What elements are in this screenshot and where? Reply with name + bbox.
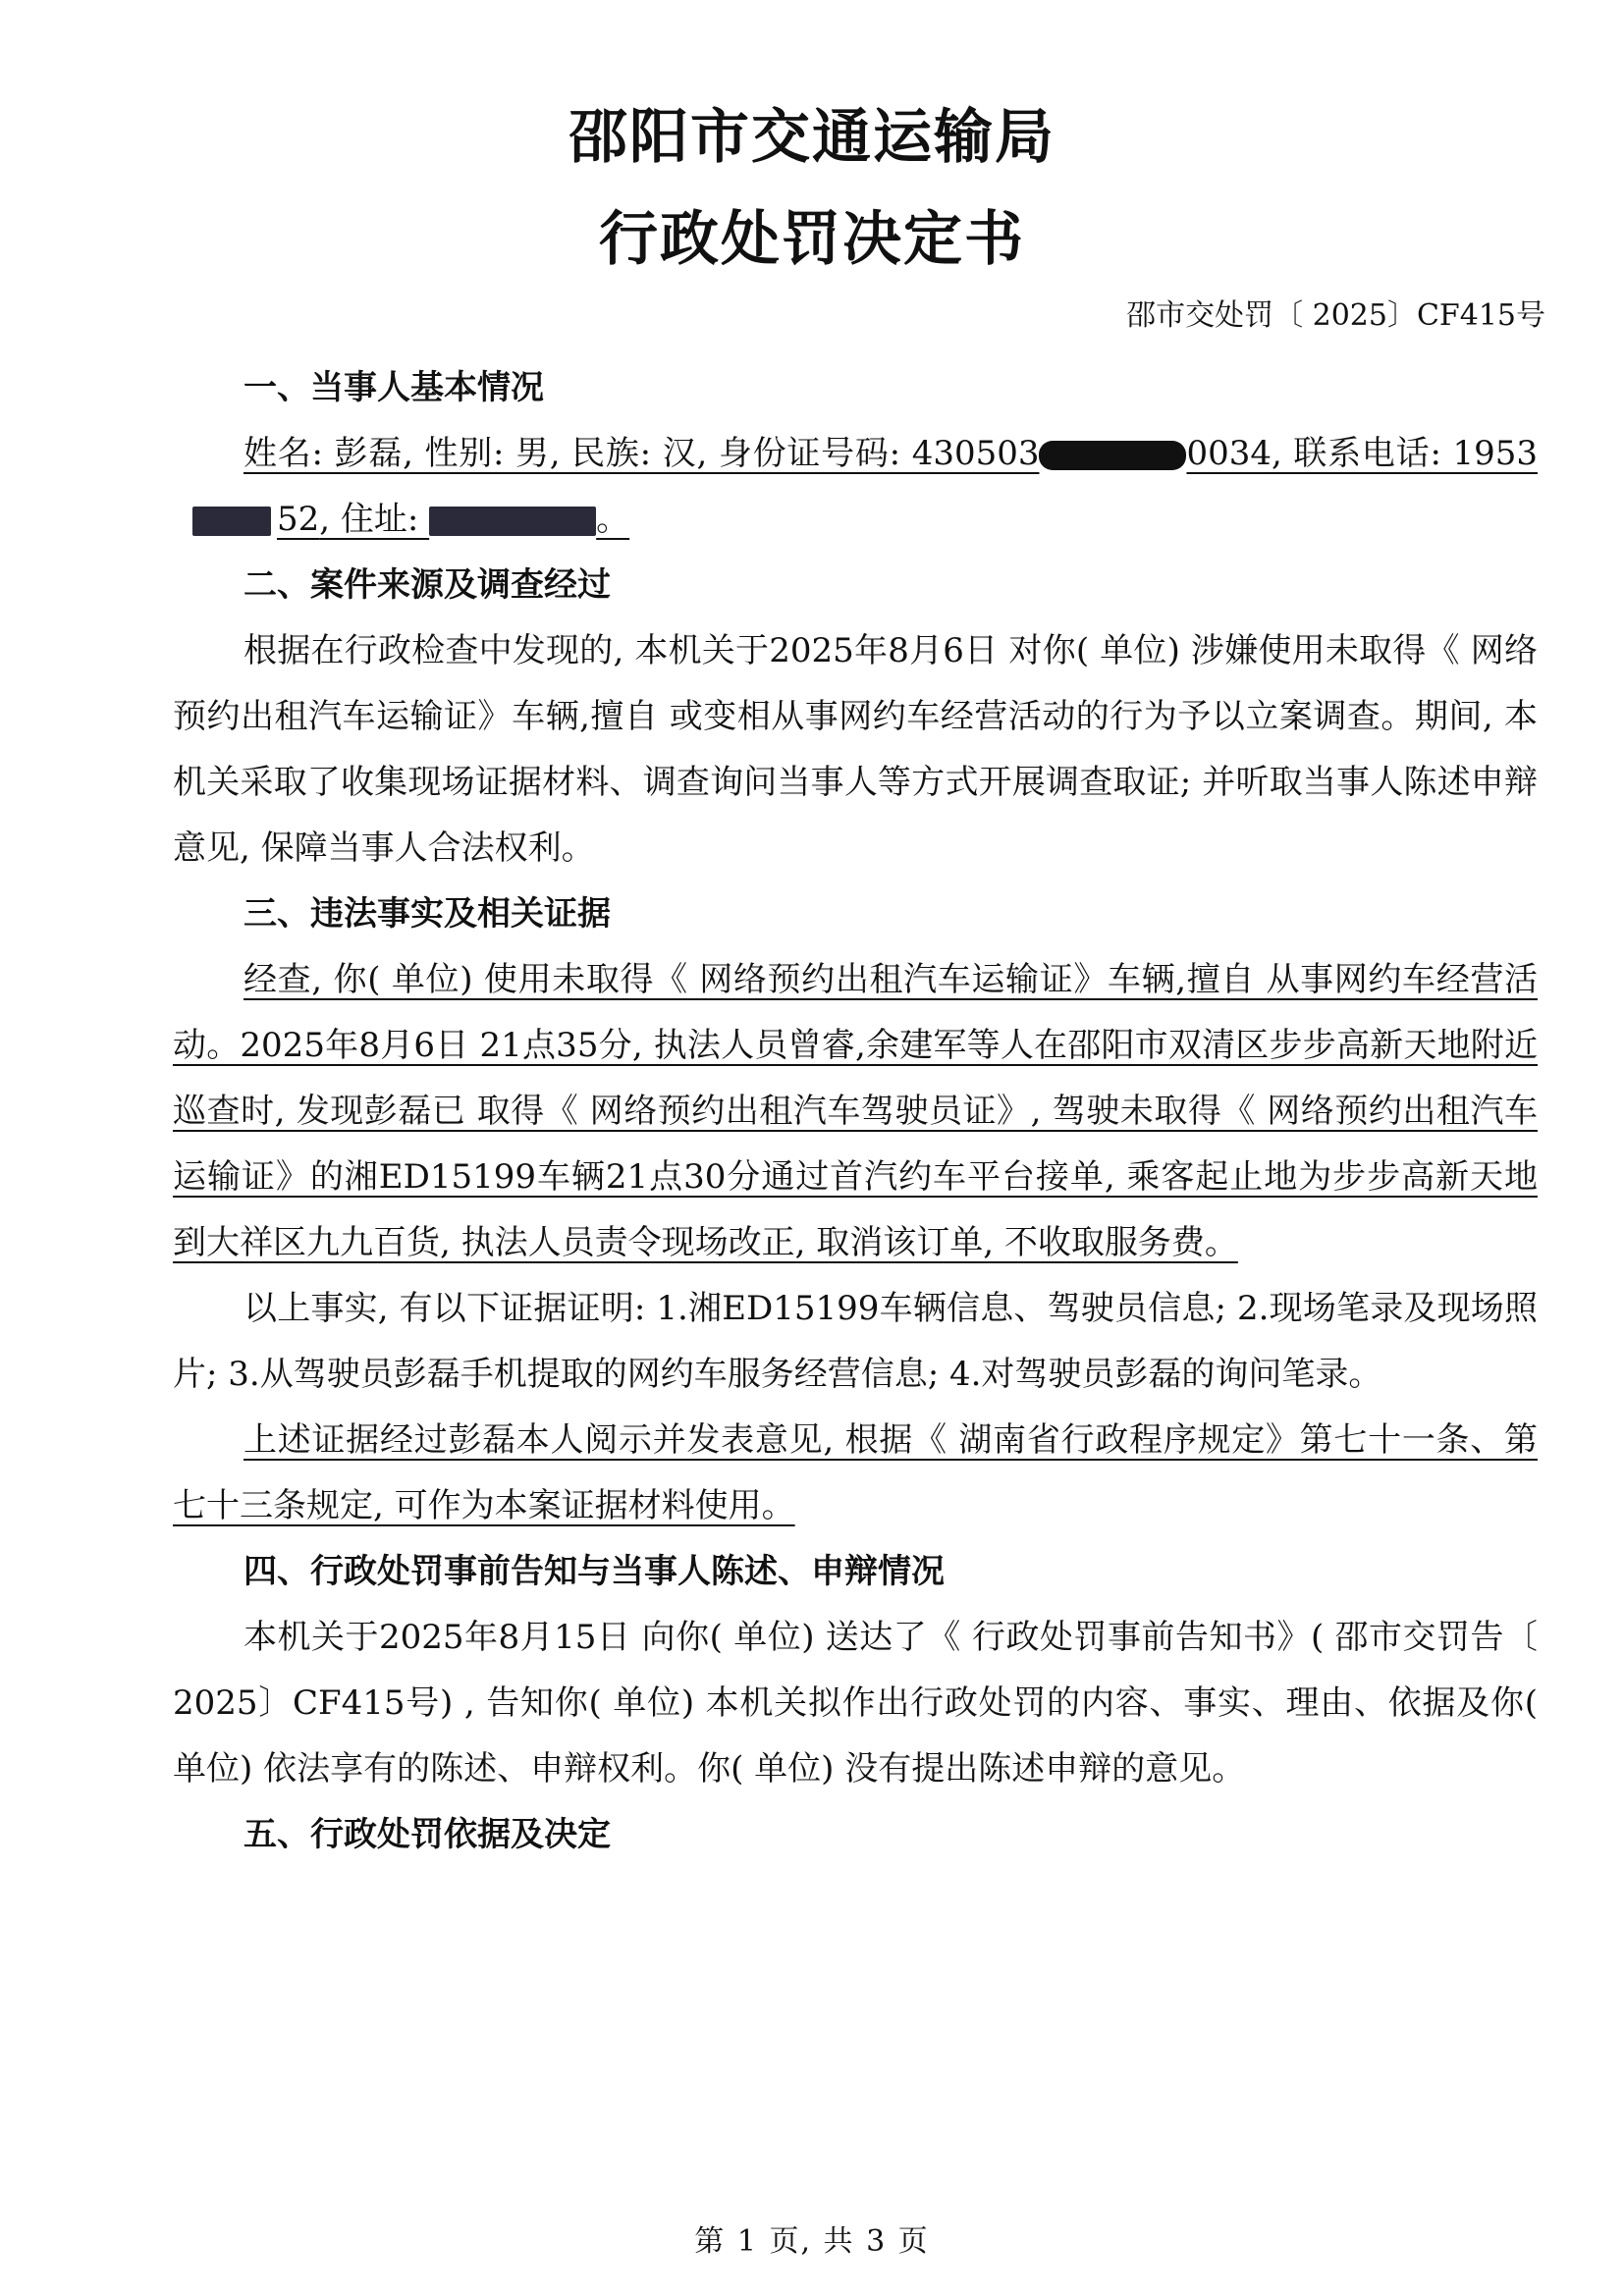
section-heading-penalty-basis: 五、行政处罚依据及决定 <box>244 1815 611 1854</box>
party-phone-prefix: , 联系电话: 1953 <box>1272 434 1539 473</box>
redacted-address-mask <box>429 507 596 536</box>
page-number: 第 1 页, 共 3 页 <box>694 2224 930 2259</box>
section-heading-prior-notice: 四、行政处罚事前告知与当事人陈述、申辩情况 <box>244 1552 945 1591</box>
party-address-label: , 住址: <box>319 500 430 539</box>
section-heading-case-source: 二、案件来源及调查经过 <box>244 565 611 605</box>
evidence-basis-paragraph: 上述证据经过彭磊本人阅示并发表意见, 根据《 湖南省行政程序规定》第七十一条、第七十三条规定, 可作为本案证据材料使用。 <box>173 1420 1538 1525</box>
case-source-paragraph: 根据在行政检查中发现的, 本机关于2025年8月6日 对你( 单位) 涉嫌使用未取得《 网络预约出租汽车运输证》车辆,擅自 或变相从事网约车经营活动的行为予以立案调查。期间, 本机关采取了收集现场证据材料、调查询问当事人等方式开展调查取证; 并听取当事人陈述申辩意见, 保障当事人合法权利。 <box>173 631 1538 868</box>
party-info-paragraph <box>173 421 1538 553</box>
evidence-list-paragraph: 以上事实, 有以下证据证明: 1.湘ED15199车辆信息、驾驶员信息; 2.现场笔录及现场照片; 3.从驾驶员彭磊手机提取的网约车服务经营信息; 4.对驾驶员彭磊的询问笔录。 <box>173 1289 1538 1394</box>
prior-notice-paragraph: 本机关于2025年8月15日 向你( 单位) 送达了《 行政处罚事前告知书》( 邵市交罚告〔 2025〕CF415号) , 告知你( 单位) 本机关拟作出行政处罚的内容、事实、理由、依据及你( 单位) 依法享有的陈述、申辩权利。你( 单位) 没有提出陈述申辩的意见。 <box>173 1618 1538 1789</box>
party-info-text: 姓名: 彭磊, 性别: 男, 民族: 汉, 身份证号码: 430503 <box>244 434 1040 473</box>
facts-paragraph: 经查, 你( 单位) 使用未取得《 网络预约出租汽车运输证》车辆,擅自 从事网约车经营活动。2025年8月6日 21点35分, 执法人员曾睿,余建军等人在邵阳市双清区步步高新天地附近巡查时, 发现彭磊已 取得《 网络预约出租汽车驾驶员证》, 驾驶未取得《 网络预约出租汽车运输证》的湘ED15199车辆21点30分通过首汽约车平台接单, 乘客起止地为步步高新天地到大祥区九九百货, 执法人员责令现场改正, 取消该订单, 不收取服务费。 <box>173 960 1538 1262</box>
document-number: 邵市交处罚〔 2025〕CF415号 <box>1126 298 1545 333</box>
section-heading-facts-evidence: 三、违法事实及相关证据 <box>244 894 611 934</box>
party-id-suffix: 0034 <box>1186 434 1272 473</box>
party-address-end: 。 <box>596 500 630 539</box>
redacted-id-mask <box>1039 441 1186 470</box>
redacted-phone-mask <box>192 507 271 536</box>
document-type-title: 行政处罚决定书 <box>599 205 1025 274</box>
issuing-authority-title: 邵阳市交通运输局 <box>568 103 1056 172</box>
party-phone-suffix: 52 <box>277 500 320 539</box>
section-heading-party-info: 一、当事人基本情况 <box>244 368 544 407</box>
document-body <box>173 355 1538 1868</box>
